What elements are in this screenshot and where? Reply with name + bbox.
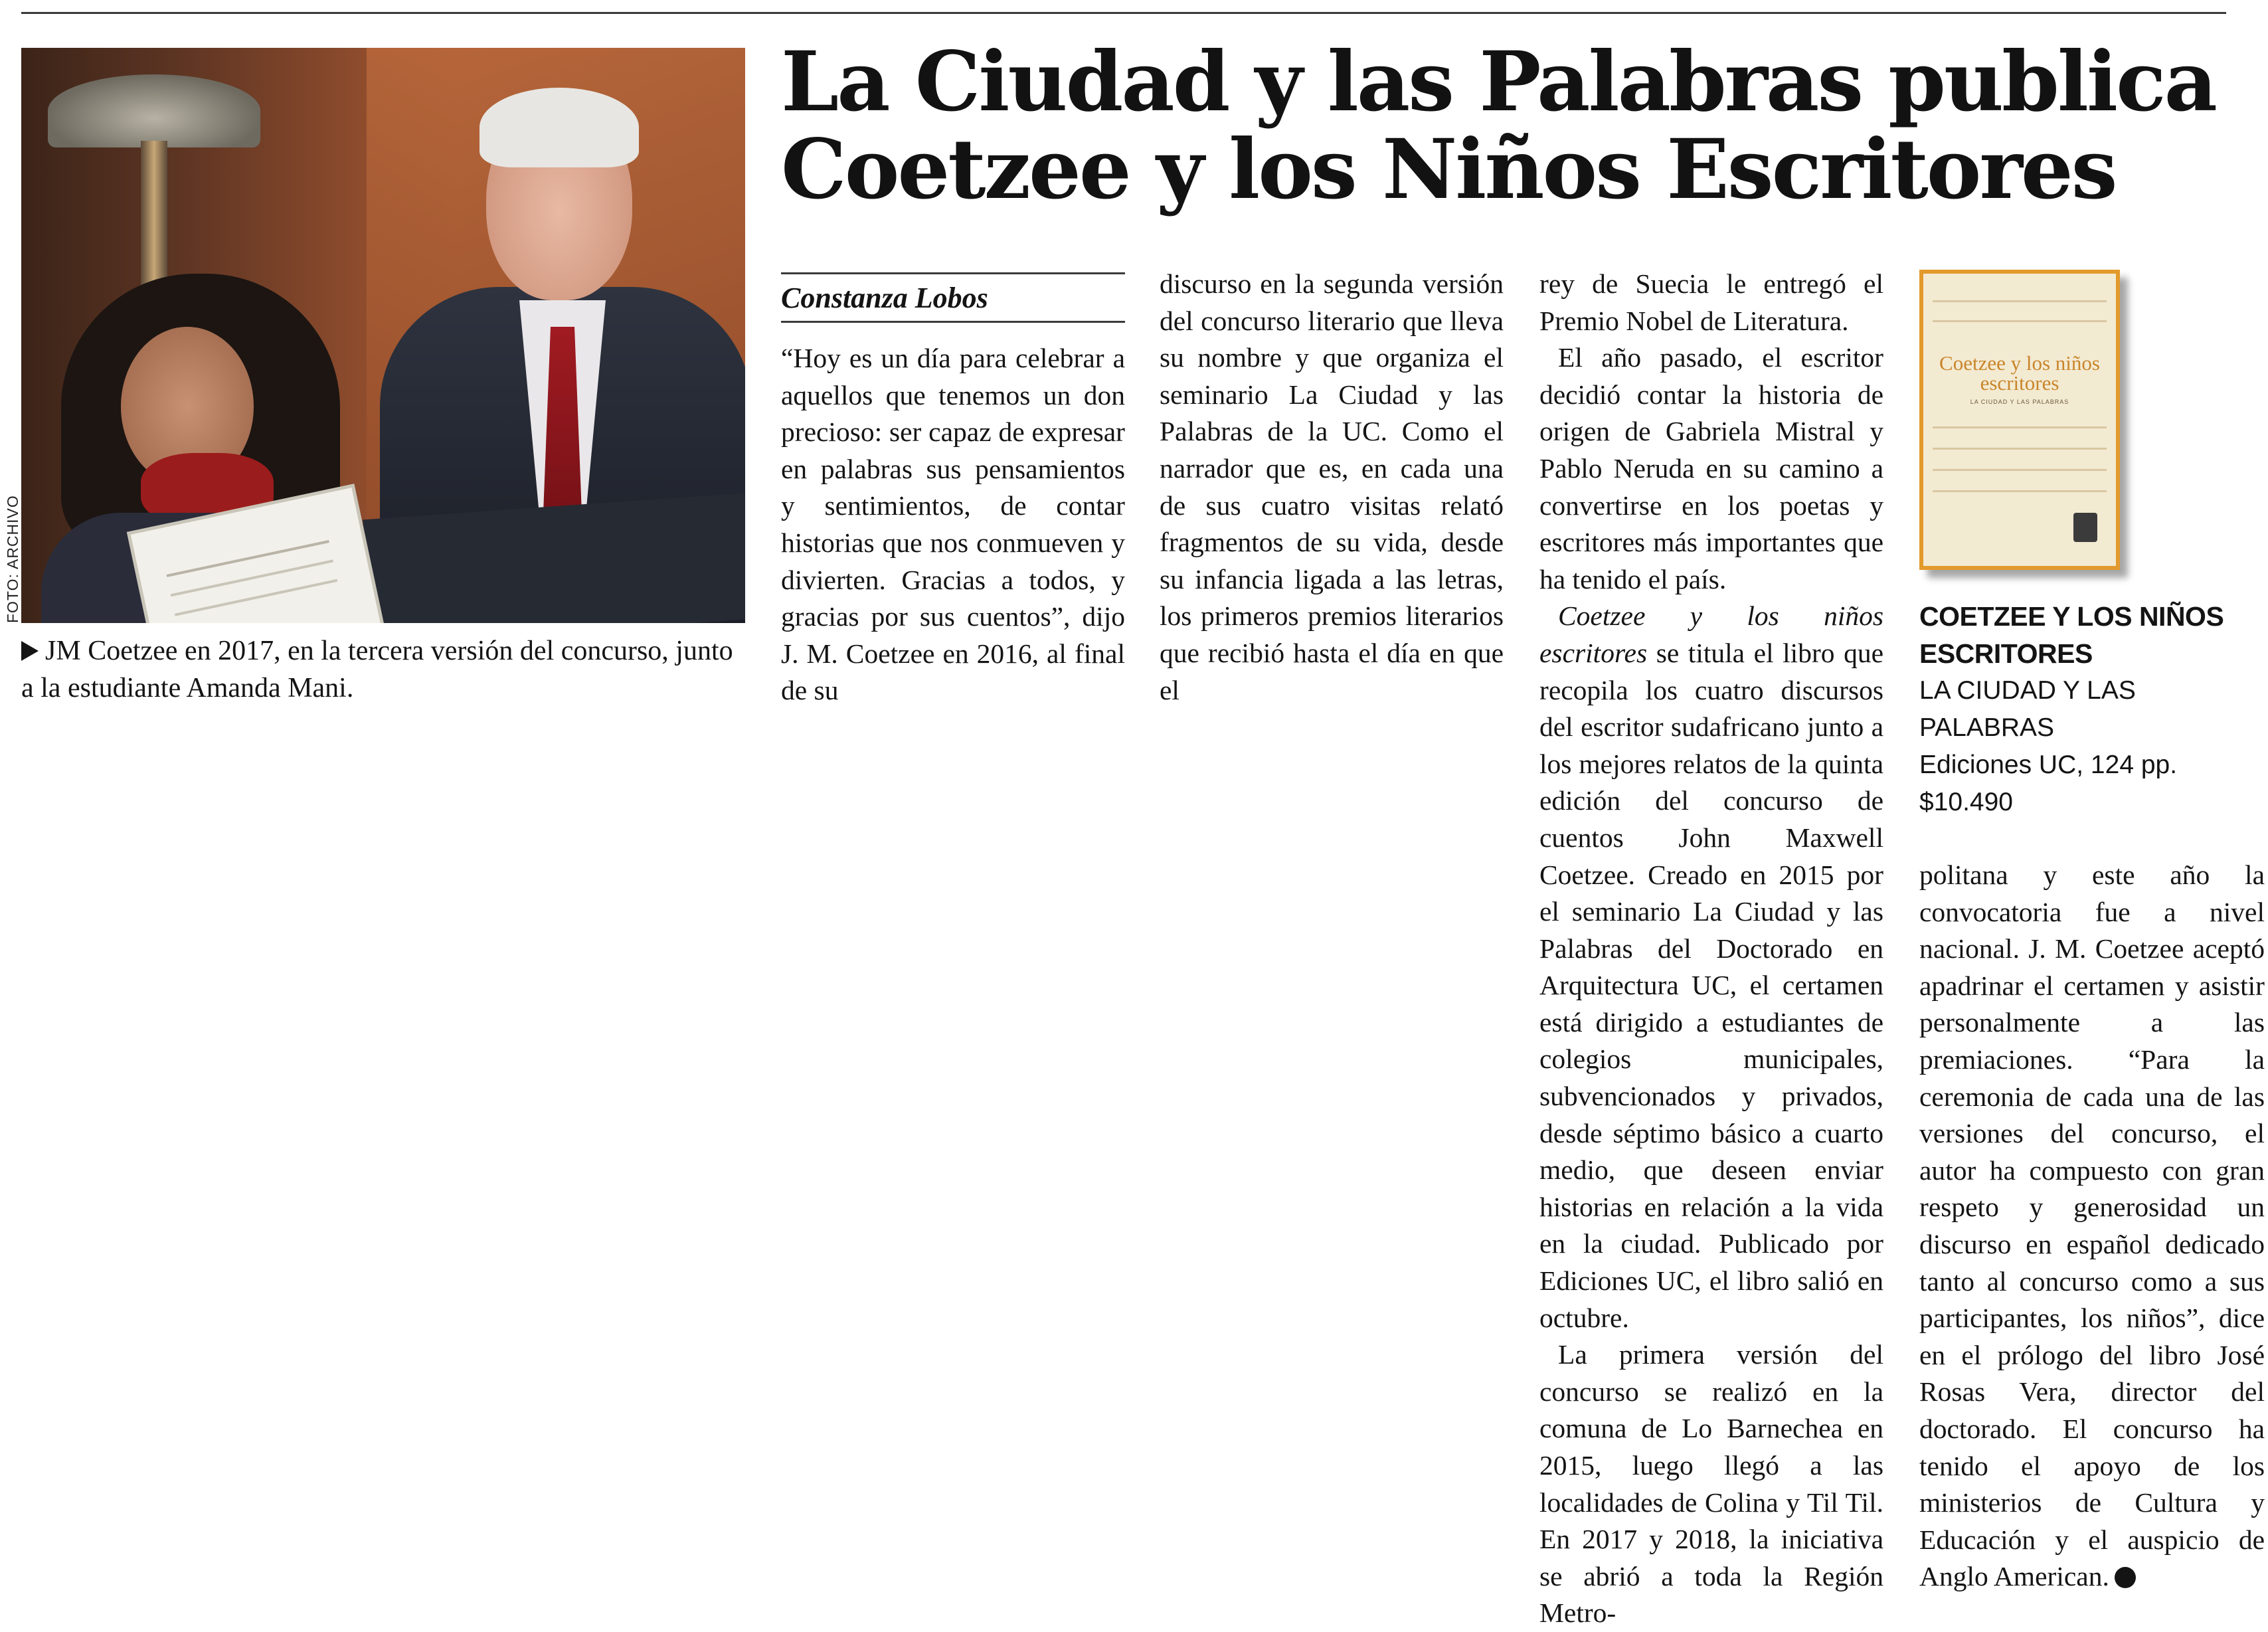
paragraph: discurso en la segunda versión del concurso literario que lleva su nombre y que organiza el seminario La Ciudad y las Palabras de la UC. Como el narrador que es, en cada una de sus cuatro visitas relató fragmentos de su vida, desde su infancia ligada a las letras, los primeros premios literarios que recibió hasta el día en que el	[1160, 268, 1504, 705]
article-column-1	[781, 340, 1125, 709]
book-author: LA CIUDAD Y LAS PALABRAS	[1919, 676, 2136, 742]
uc-seal-icon	[2073, 513, 2097, 542]
book-publisher: Ediciones UC, 124 pp.	[1919, 751, 2178, 779]
paragraph: rey de Suecia le entregó el Premio Nobel de Literatura.	[1539, 268, 1883, 336]
top-rule	[21, 12, 2226, 14]
book-price: $10.490	[1919, 788, 2013, 816]
article-column-2	[1160, 266, 1504, 709]
article-photo	[21, 48, 745, 623]
end-mark-icon	[2115, 1567, 2136, 1588]
paragraph	[1539, 598, 1883, 1336]
book-title-inline: Coetzee y los niños escritores	[1539, 600, 1883, 668]
photo-caption	[21, 632, 745, 707]
paragraph: El año pasado, el escritor decidió contar la historia de origen de Gabriela Mistral y Pablo Neruda en su camino a convertirse en los poetas y escritores más importantes que ha tenido el país.	[1539, 342, 1883, 594]
caption-text: JM Coetzee en 2017, en la tercera versión del concurso, junto a la estudiante Amanda Mani.	[21, 636, 733, 703]
book-info	[1919, 598, 2265, 821]
photo-credit: FOTO: ARCHIVO	[4, 495, 21, 623]
byline: Constanza Lobos	[781, 272, 1125, 323]
book-cover-subtitle: LA CIUDAD Y LAS PALABRAS	[1970, 399, 2069, 405]
headline: La Ciudad y las Palabras publica Coetzee y los Niños Escritores	[781, 34, 2216, 218]
paragraph-text: politana y este año la convocatoria fue a nivel nacional. J. M. Coetzee aceptó apadrinar el certamen y asistir personalmente a las premiaciones. “Para la ceremonia de cada una de las versiones del concurso, el autor ha compuesto con gran respeto y generosidad un discurso en español dedicado tanto al concurso como a sus participantes, los niños”, dice en el prólogo del libro José Rosas Vera, director del doctorado. El concurso ha tenido el apoyo de los ministerios de Cultura y Educación y el auspicio de Anglo American.	[1919, 860, 2265, 1592]
article-column-4	[1919, 857, 2265, 1595]
paragraph	[1919, 857, 2265, 1595]
book-title: COETZEE Y LOS NIÑOS ESCRITORES	[1919, 601, 2224, 669]
paragraph: La primera versión del concurso se realizó en la comuna de Lo Barnechea en 2015, luego llegó a las localidades de Colina y Til Til. En 2017 y 2018, la iniciativa se abrió a toda la Región Metro-	[1539, 1339, 1883, 1629]
paragraph: “Hoy es un día para celebrar a aquellos que tenemos un don precioso: ser capaz de expresar en palabras sus pensamientos y sentimientos, de contar historias que nos conmueven y divierten. Gracias a todos, y gracias por sus cuentos”, dijo J. M. Coetzee en 2016, al final de su	[781, 343, 1125, 706]
caption-arrow-icon	[21, 641, 39, 661]
article-column-3	[1539, 266, 1883, 1632]
paragraph-text: se titula el libro que recopila los cuatro discursos del escritor sudafricano junto a los mejores relatos de la quinta edición del concurso de cuentos John Maxwell Coetzee. Creado en 2015 por el seminario La Ciudad y las Palabras del Doctorado en Arquitectura UC, el certamen está dirigido a estudiantes de colegios municipales, subvencionados y privados, desde séptimo básico a cuarto medio, que deseen enviar historias en relación a la vida en la ciudad. Publicado por Ediciones UC, el libro salió en octubre.	[1539, 637, 1883, 1333]
book-cover-title: Coetzee y los niños escritores	[1939, 351, 2100, 395]
book-cover	[1919, 270, 2120, 570]
